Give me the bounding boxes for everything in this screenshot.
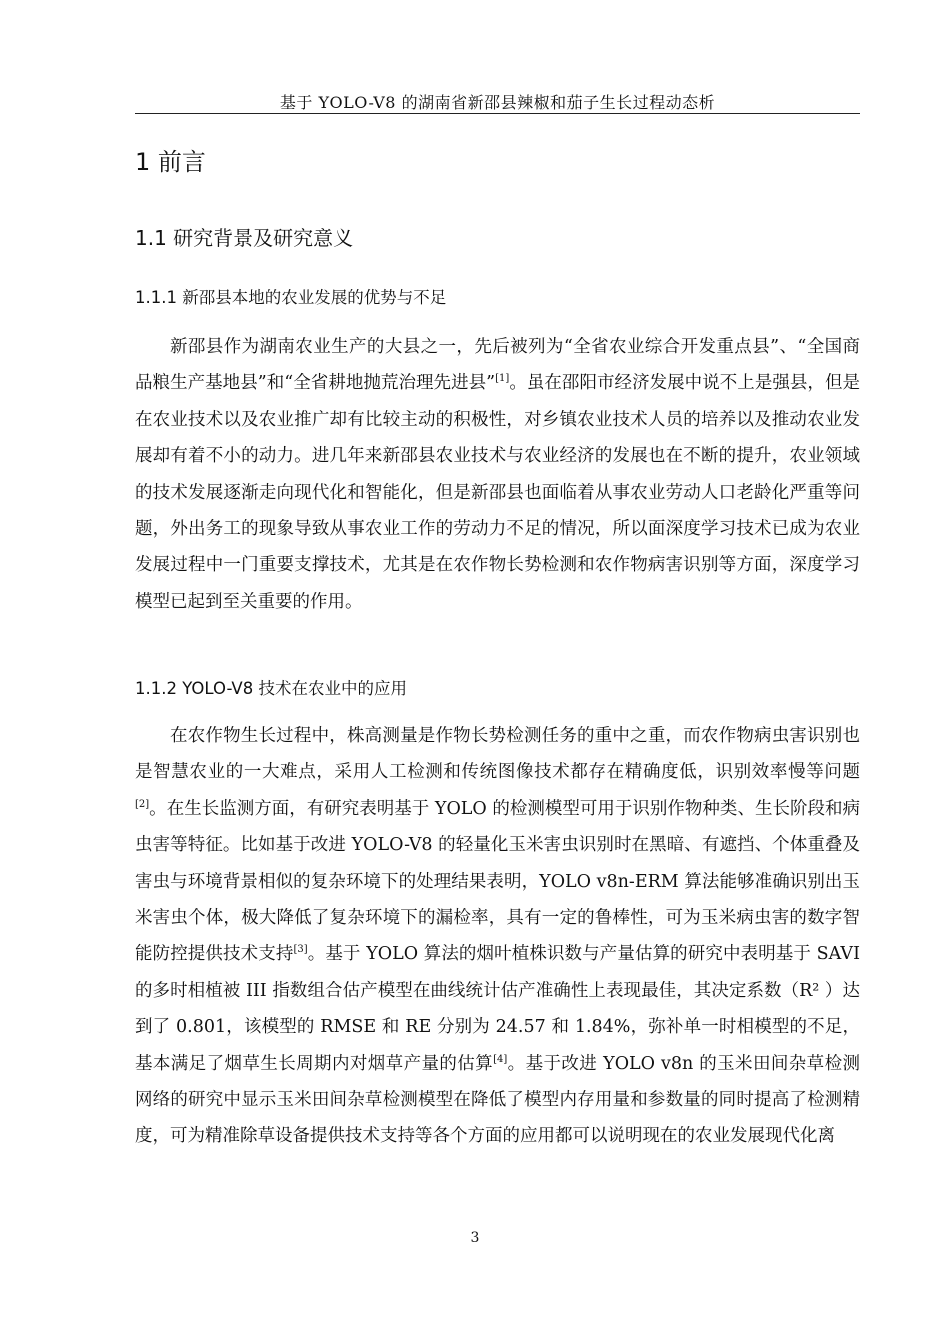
citation-ref-2[interactable]: [2] xyxy=(135,798,150,810)
section-heading: 1.1 研究背景及研究意义 xyxy=(135,226,354,250)
subsection-heading-local-agriculture: 1.1.1 新邵县本地的农业发展的优势与不足 xyxy=(135,288,447,307)
paragraph-text: 在农作物生长过程中，株高测量是作物长势检测任务的重中之重，而农作物病虫害识别也是智慧农业的一大难点，采用人工检测和传统图像技术都存在精确度低，识别效率慢等问题 xyxy=(135,726,860,783)
paragraph-text: 。基于改进 YOLO v8n 的玉米田间杂草检测网络的研究中显示玉米田间杂草检测模型在降低了模型内存用量和参数量的同时提高了检测精度，可为精准除草设备提供技术支持等各个方面的应用都可以说明现在的农业发展现代化离 xyxy=(135,1053,860,1147)
paragraph-local-agriculture xyxy=(135,329,860,620)
paragraph-yolo-applications xyxy=(135,718,860,1155)
chapter-heading: 1 前言 xyxy=(135,148,206,176)
citation-ref-1[interactable]: [1] xyxy=(495,373,510,385)
running-header: 基于 YOLO-V8 的湖南省新邵县辣椒和茄子生长过程动态析 xyxy=(279,93,716,112)
citation-ref-4[interactable]: [4] xyxy=(493,1053,508,1065)
header-rule xyxy=(135,113,860,114)
paragraph-text: 新邵县作为湖南农业生产的大县之一，先后被列为“全省农业综合开发重点县”、“全国商品粮生产基地县”和“全省耕地抛荒治理先进县” xyxy=(135,337,860,394)
citation-ref-3[interactable]: [3] xyxy=(293,944,308,956)
subsection-heading-yolo-applications: 1.1.2 YOLO-V8 技术在农业中的应用 xyxy=(135,679,407,698)
paragraph-text: 。在生长监测方面，有研究表明基于 YOLO 的检测模型可用于识别作物种类、生长阶段和病虫害等特征。比如基于改进 YOLO-V8 的轻量化玉米害虫识别时在黑暗、有遮挡、个体重叠及害虫与环境背景相似的复杂环境下的处理结果表明，YOLO v8n-ERM 算法能够准确识别出玉米害虫个体，极大降低了复杂环境下的漏检率，具有一定的鲁棒性，可为玉米病虫害的数字智能防控提供技术支持 xyxy=(135,798,860,965)
paragraph-text: 。虽在邵阳市经济发展中说不上是强县，但是在农业技术以及农业推广却有比较主动的积极性，对乡镇农业技术人员的培养以及推动农业发展却有着不小的动力。进几年来新邵县农业技术与农业经济的发展也在不断的提升，农业领域的技术发展逐渐走向现代化和智能化，但是新邵县也面临着从事农业劳动人口老龄化严重等问题，外出务工的现象导致从事农业工作的劳动力不足的情况，所以面深度学习技术已成为农业发展过程中一门重要支撑技术，尤其是在农作物长势检测和农作物病害识别等方面，深度学习模型已起到至关重要的作用。 xyxy=(135,373,861,612)
page-number: 3 xyxy=(470,1230,480,1246)
paragraph-text: 。基于 YOLO 算法的烟叶植株识数与产量估算的研究中表明基于 SAVI 的多时相植被 III 指数组合估产模型在曲线统计估产准确性上表现最佳，其决定系数（R² ）达到了 0.801，该模型的 RMSE 和 RE 分别为 24.57 和 1.84%，弥补单一时相模型的不足，基本满足了烟草生长周期内对烟草产量的估算 xyxy=(135,944,860,1074)
